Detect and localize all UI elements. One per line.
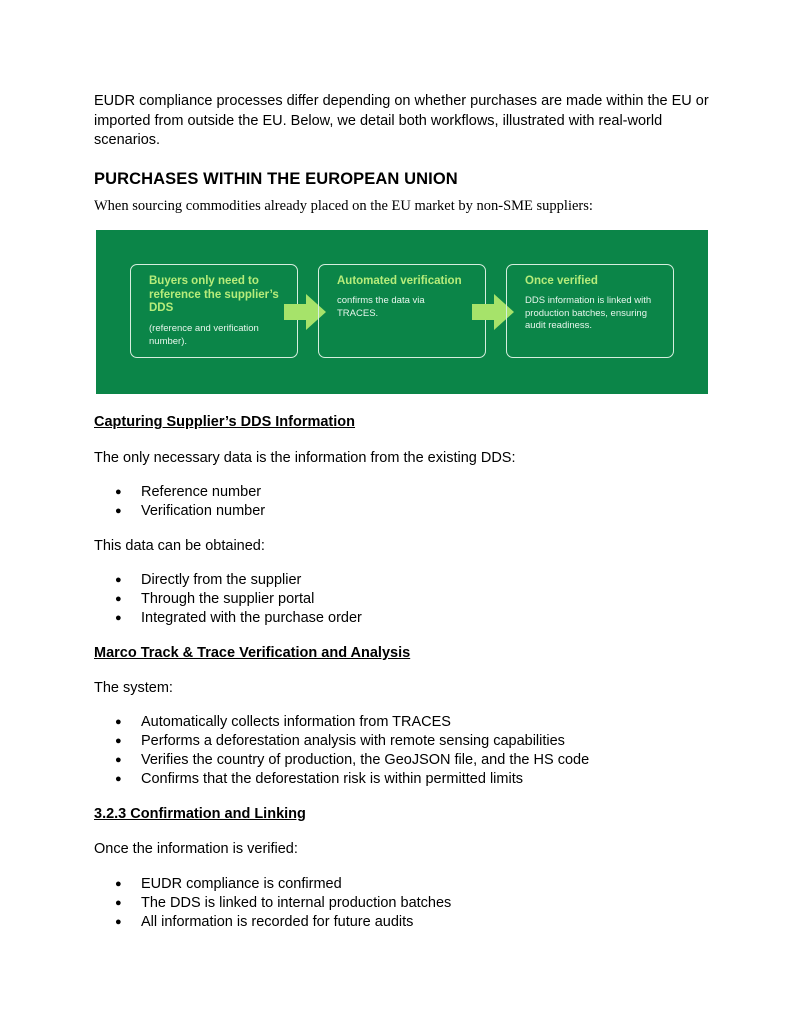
list-item: ● The DDS is linked to internal production batches xyxy=(115,894,452,911)
flow-card-1-body: (reference and verification number). xyxy=(149,323,259,347)
paragraph-necessary-data: The only necessary data is the information from the existing DDS: xyxy=(94,450,516,466)
list-item: ● All information is recorded for future audits xyxy=(115,913,414,930)
flow-card-2-body: confirms the data via TRACES. xyxy=(337,295,425,319)
section-subtitle: When sourcing commodities already placed on the EU market by non-SME suppliers: xyxy=(94,198,593,214)
section-title: PURCHASES WITHIN THE EUROPEAN UNION xyxy=(94,170,458,188)
flow-card-1 xyxy=(130,264,298,358)
list-item: ● Automatically collects information from TRACES xyxy=(115,714,451,730)
flow-card-2-title: Automated verification xyxy=(337,275,462,287)
heading-verification: Marco Track & Trace Verification and Analysis xyxy=(94,645,411,661)
paragraph-obtained: This data can be obtained: xyxy=(94,538,265,554)
list-item: ● Performs a deforestation analysis with remote sensing capabilities xyxy=(115,732,565,749)
list-outcomes xyxy=(94,875,451,932)
heading-capturing-dds: Capturing Supplier’s DDS Information xyxy=(94,414,356,430)
list-item: ● Reference number xyxy=(115,484,262,500)
paragraph-verified: Once the information is verified: xyxy=(94,841,298,857)
list-item: ● Integrated with the purchase order xyxy=(115,609,362,626)
list-item: ● Confirms that the deforestation risk is within permitted limits xyxy=(115,770,523,787)
list-item: ● Through the supplier portal xyxy=(115,590,315,607)
flow-card-3-body: DDS information is linked with production batches, ensuring audit readiness. xyxy=(525,295,652,331)
list-item: ● EUDR compliance is confirmed xyxy=(115,876,342,892)
list-dds-fields xyxy=(94,483,265,521)
flow-card-1-title: Buyers only need to reference the supplier’s DDS xyxy=(149,275,279,314)
workflow-banner xyxy=(96,230,708,394)
flow-card-2 xyxy=(318,264,486,358)
list-item: ● Verification number xyxy=(115,502,266,519)
list-item: ● Verifies the country of production, the GeoJSON file, and the HS code xyxy=(115,751,590,768)
list-item: ● Directly from the supplier xyxy=(115,572,302,588)
flow-card-3-title: Once verified xyxy=(525,275,598,287)
list-system-steps xyxy=(94,713,589,789)
list-sources xyxy=(94,571,362,628)
heading-confirmation: 3.2.3 Confirmation and Linking xyxy=(94,806,306,822)
intro-paragraph: EUDR compliance processes differ depending on whether purchases are made within the EU or imported from outside the EU. Below, we detail both workflows, illustrated with real-world scenarios. xyxy=(94,93,709,148)
paragraph-system: The system: xyxy=(94,680,173,696)
flow-card-3 xyxy=(506,264,674,358)
